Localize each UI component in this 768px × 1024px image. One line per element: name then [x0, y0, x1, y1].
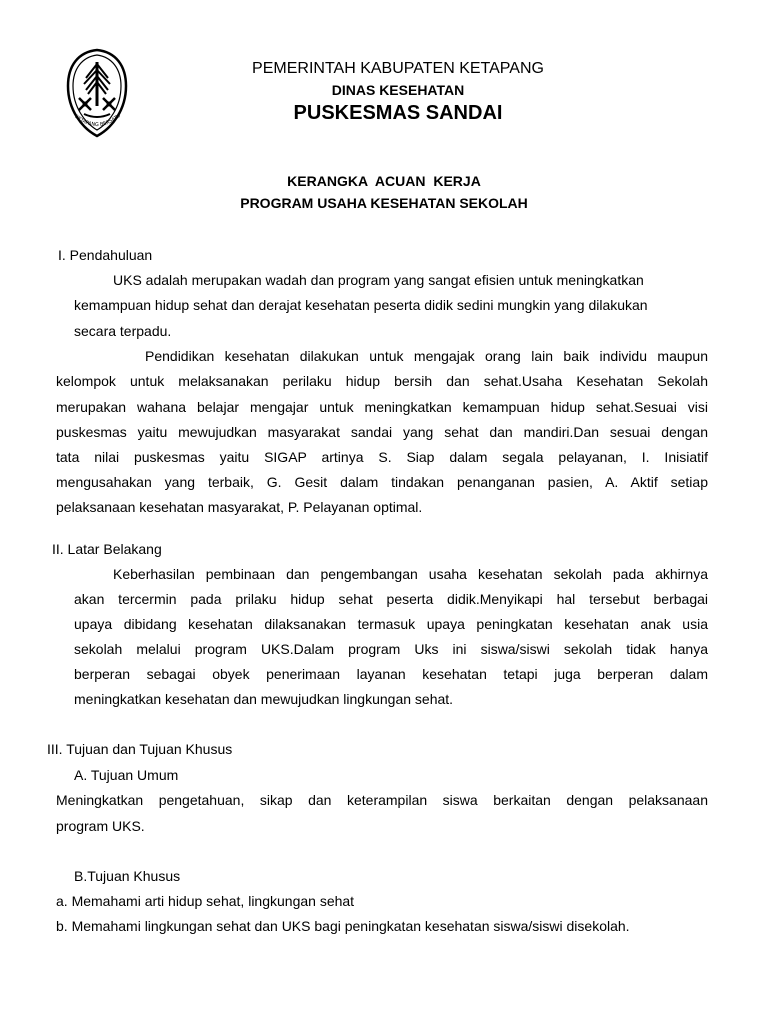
- subheading-tujuan-khusus: B.Tujuan Khusus: [74, 868, 181, 884]
- paragraph-line: puskesmas yaitu mewujudkan masyarakat sandai yang sehat dan mandiri.Dan sesuai dengan: [56, 424, 708, 440]
- title-line-2: PROGRAM USAHA KESEHATAN SEKOLAH: [240, 195, 528, 211]
- paragraph-line: program UKS.: [56, 818, 145, 834]
- paragraph-line: secara terpadu.: [74, 323, 172, 339]
- list-item: a. Memahami arti hidup sehat, lingkungan sehat: [56, 893, 355, 909]
- section-heading-latar-belakang: II. Latar Belakang: [52, 541, 162, 557]
- paragraph-line: tata nilai puskesmas yaitu SIGAP artinya S. Siap dalam segala pelayanan, I. Inisiatif: [56, 449, 708, 465]
- paragraph-line: mengusahakan yang terbaik, G. Gesit dalam tindakan penanganan pasien, A. Aktif setiap: [56, 474, 708, 490]
- paragraph-line: pelaksanaan kesehatan masyarakat, P. Pelayanan optimal.: [56, 499, 423, 515]
- letterhead: [190, 58, 606, 126]
- title-line-1: KERANGKA ACUAN KERJA: [287, 173, 481, 189]
- agency-name: DINAS KESEHATAN: [331, 82, 465, 98]
- paragraph-line: sekolah melalui program UKS.Dalam program Uks ini siswa/siswi sekolah tidak hanya: [74, 641, 708, 657]
- paragraph-line: UKS adalah merupakan wadah dan program yang sangat efisien untuk meningkatkan: [113, 272, 644, 288]
- paragraph-line: Keberhasilan pembinaan dan pengembangan usaha kesehatan sekolah pada akhirnya: [113, 566, 708, 582]
- document-title: [0, 170, 768, 214]
- paragraph-line: berperan sebagai obyek penerimaan layanan kesehatan tetapi juga berperan dalam: [74, 666, 708, 682]
- paragraph-line: upaya dibidang kesehatan dilaksanakan termasuk upaya peningkatan kesehatan anak usia: [74, 616, 708, 632]
- paragraph-line: Pendidikan kesehatan dilakukan untuk mengajak orang lain baik individu maupun: [145, 348, 708, 364]
- paragraph-line: kelompok untuk melaksanakan perilaku hidup bersih dan sehat.Usaha Kesehatan Sekolah: [56, 373, 708, 389]
- puskesmas-name: PUSKESMAS SANDAI: [293, 102, 503, 124]
- paragraph-line: meningkatkan kesehatan dan mewujudkan lingkungan sehat.: [74, 691, 454, 707]
- regency-emblem-icon: [62, 48, 132, 140]
- section-heading-pendahuluan: I. Pendahuluan: [58, 247, 153, 263]
- government-name: PEMERINTAH KABUPATEN KETAPANG: [252, 60, 544, 77]
- list-item: b. Memahami lingkungan sehat dan UKS bagi peningkatan kesehatan siswa/siswi disekolah.: [56, 918, 630, 934]
- paragraph-line: akan tercermin pada prilaku hidup sehat peserta didik.Menyikapi hal tersebut berbagai: [74, 591, 708, 607]
- section-heading-tujuan: III. Tujuan dan Tujuan Khusus: [47, 741, 233, 757]
- paragraph-line: Meningkatkan pengetahuan, sikap dan keterampilan siswa berkaitan dengan pelaksanaan: [56, 792, 708, 808]
- paragraph-line: kemampuan hidup sehat dan derajat kesehatan peserta didik sedini mungkin yang dilakukan: [74, 297, 648, 313]
- paragraph-line: merupakan wahana belajar mengajar untuk meningkatkan kemampuan hidup sehat.Sesuai visi: [56, 399, 708, 415]
- svg-text:KETAPANG BERSATU: KETAPANG BERSATU: [73, 112, 123, 129]
- subheading-tujuan-umum: A. Tujuan Umum: [74, 767, 179, 783]
